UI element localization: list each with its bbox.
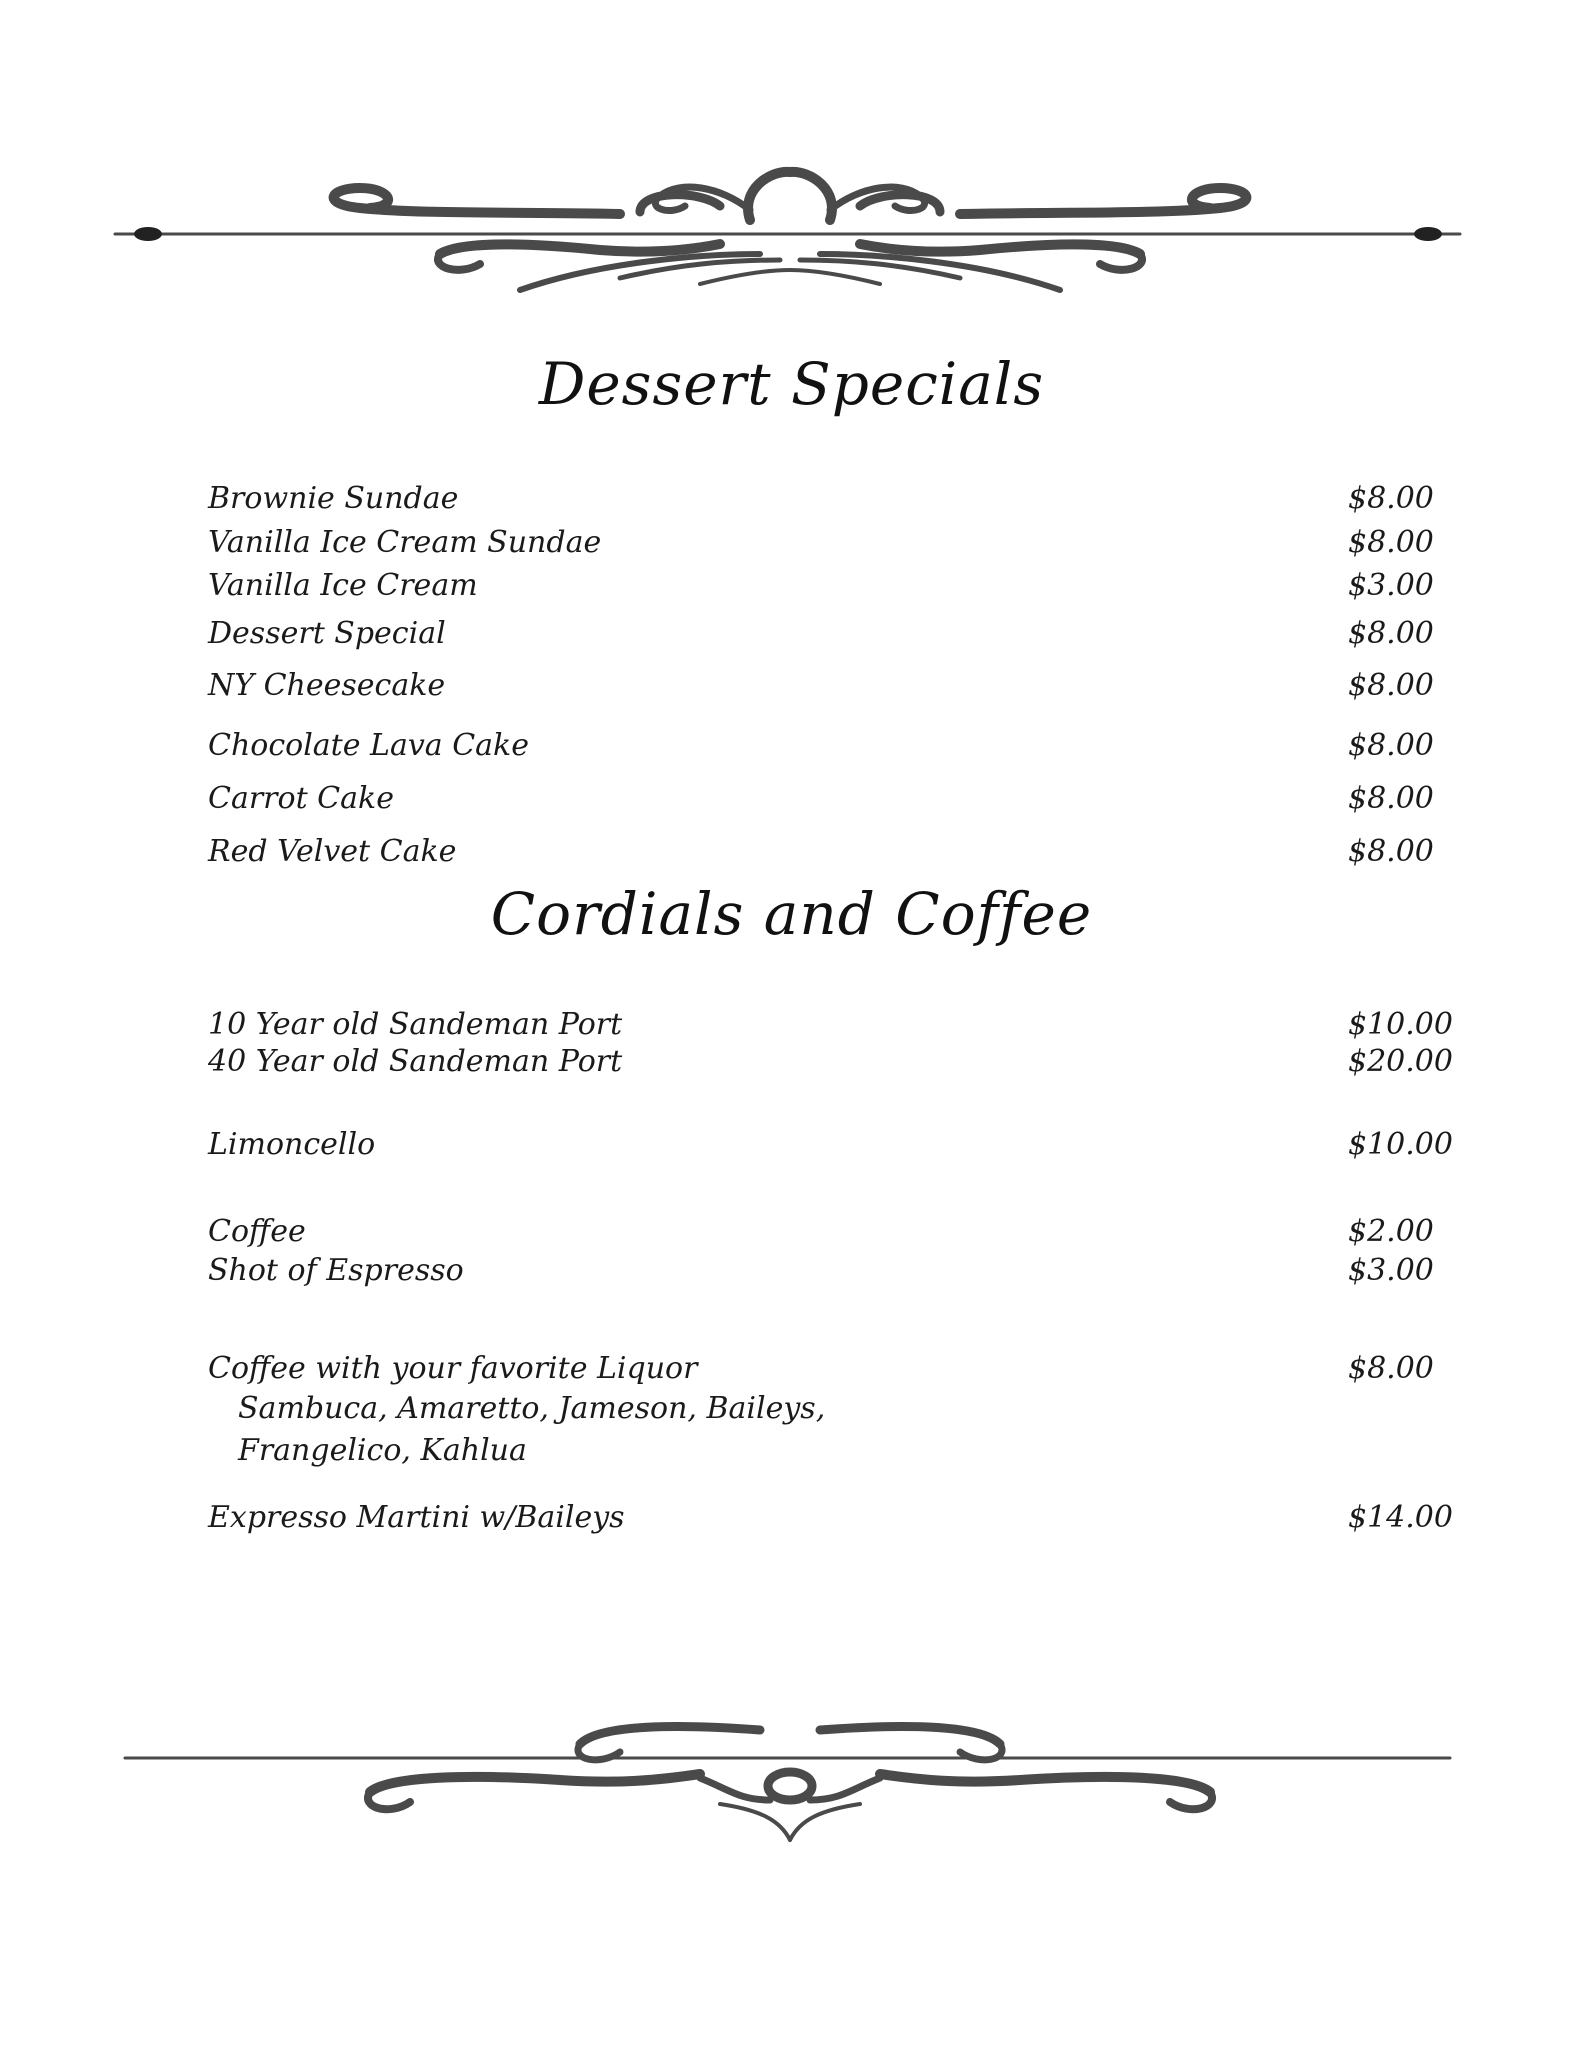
item-price: $2.00 (1348, 1214, 1434, 1249)
item-price: $8.00 (1348, 1351, 1434, 1386)
item-price: $3.00 (1348, 568, 1434, 603)
menu-item-row (208, 663, 1450, 709)
item-name: Coffee with your favorite Liquor (208, 1351, 698, 1386)
liquor-options-line: Sambuca, Amaretto, Jameson, Baileys, (238, 1391, 826, 1426)
top-ornament-divider (0, 150, 1583, 320)
menu-item-row (208, 520, 1450, 566)
menu-item-row (208, 563, 1450, 609)
menu-item-row (208, 1122, 1453, 1168)
item-name: Expresso Martini w/Baileys (208, 1500, 625, 1535)
item-price: $14.00 (1348, 1500, 1453, 1535)
menu-item-row (208, 611, 1450, 657)
menu-item-row (208, 776, 1450, 822)
dessert-specials-heading: Dessert Specials (538, 350, 1045, 418)
menu-item-row (208, 1039, 1453, 1085)
liquor-options-line: Frangelico, Kahlua (238, 1433, 527, 1468)
item-name: Coffee (208, 1214, 306, 1249)
flourish-ornament-icon (0, 1700, 1583, 1860)
item-name: Shot of Espresso (208, 1253, 464, 1288)
item-name: Limoncello (208, 1127, 376, 1162)
item-name: Red Velvet Cake (208, 834, 457, 869)
item-price: $3.00 (1348, 1253, 1434, 1288)
menu-item-row (208, 476, 1450, 522)
menu-item-row (208, 1248, 1450, 1294)
cordials-and-coffee-heading: Cordials and Coffee (490, 880, 1093, 948)
menu-item-row (208, 723, 1450, 769)
item-price: $8.00 (1348, 525, 1434, 560)
item-name: Vanilla Ice Cream Sundae (208, 525, 602, 560)
item-name: 10 Year old Sandeman Port (208, 1007, 623, 1042)
item-price: $10.00 (1348, 1007, 1453, 1042)
flourish-ornament-icon (0, 150, 1583, 320)
item-name: NY Cheesecake (208, 668, 446, 703)
item-price: $8.00 (1348, 616, 1434, 651)
item-price: $8.00 (1348, 834, 1434, 869)
item-name: 40 Year old Sandeman Port (208, 1044, 623, 1079)
menu-item-row (208, 829, 1450, 875)
item-price: $8.00 (1348, 781, 1434, 816)
item-name: Vanilla Ice Cream (208, 568, 478, 603)
item-name: Dessert Special (208, 616, 446, 651)
item-price: $8.00 (1348, 481, 1434, 516)
menu-item-row (208, 1495, 1453, 1541)
item-name: Carrot Cake (208, 781, 394, 816)
item-price: $10.00 (1348, 1127, 1453, 1162)
bottom-ornament-divider (0, 1700, 1583, 1860)
item-name: Chocolate Lava Cake (208, 728, 529, 763)
item-name: Brownie Sundae (208, 481, 459, 516)
item-price: $8.00 (1348, 668, 1434, 703)
item-price: $20.00 (1348, 1044, 1453, 1079)
item-price: $8.00 (1348, 728, 1434, 763)
